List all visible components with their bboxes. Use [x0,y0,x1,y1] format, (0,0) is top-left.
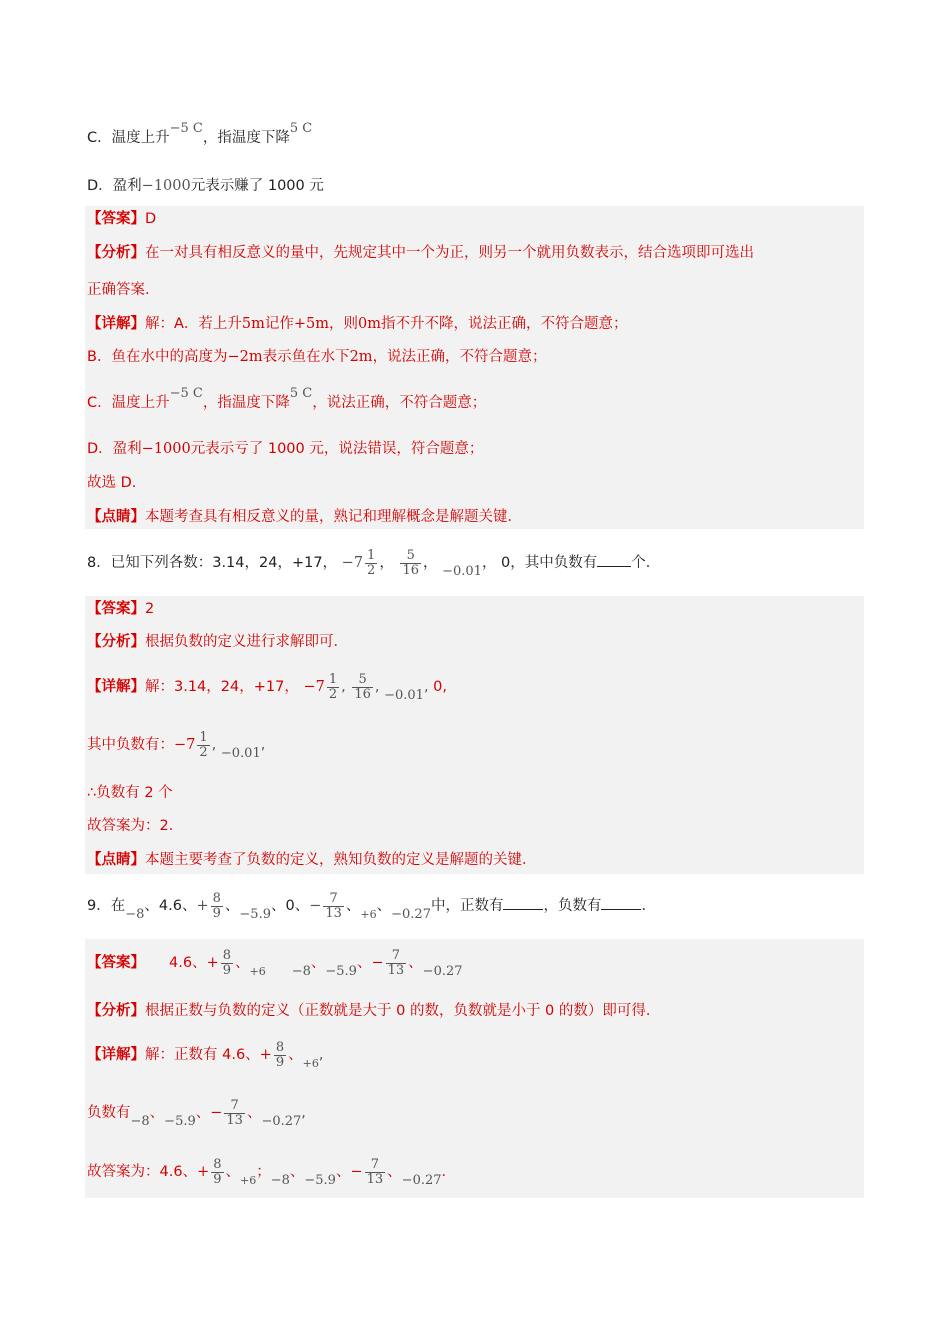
text: 、 [387,1164,402,1180]
fraction [197,731,209,760]
question-text: 个． [631,555,661,571]
q9-analysis [87,1001,660,1021]
math-value: 5m [241,316,265,332]
text: B．鱼在水中的高度为 [87,349,228,365]
math-value: −2m [227,349,263,365]
text: + [196,898,209,914]
text: ∴负数有 2 个 [87,785,173,801]
math-value: +6 [360,908,377,921]
text: + [259,1047,272,1063]
q9-detail-negative: 负数有−8、−5.9、− $\frac{7}{13}$ 、−0.27, [87,1097,306,1129]
math-value: −8 [291,964,311,979]
numerator: 8 [222,947,231,963]
math-value: −0.27 [422,964,463,979]
text: ，指温度下降 [202,130,290,146]
answer-tag: 【答案】 [87,955,145,971]
text: 、 [225,1164,240,1180]
text: 故答案为：4.6、 [87,1164,198,1180]
text: 、 [345,898,361,914]
q8-therefore [87,783,173,803]
numerator: 1 [199,729,208,745]
answer-value: 2 [145,601,155,617]
fraction [400,549,421,578]
denominator: 2 [328,686,338,702]
numerator: 5 [406,547,415,563]
numerator: 1 [328,671,338,687]
comment-text: 本题考查具有相反意义的量，熟记和理解概念是解题关键． [145,509,522,525]
text: 指不升不降，说法正确，不符合题意； [381,316,628,332]
text: ． [441,1164,457,1180]
denominator: 13 [226,1112,243,1128]
math-value: 5 C [289,386,313,401]
text: ，说法正确，不符合题意； [312,395,487,411]
math-value: +6 [240,1174,257,1187]
q8-answer [87,599,154,619]
text: ， [422,555,438,571]
math-value: −1000 [141,441,191,457]
numerator: 8 [212,890,221,906]
q7-comment [87,507,522,527]
q7-analysis-cont [87,280,160,300]
math-value: −0.01 [384,688,424,703]
fraction [386,949,407,978]
math-value: 5 C [289,121,313,136]
numerator: 8 [275,1039,285,1055]
math-value: −8 [125,907,145,922]
denominator: 13 [366,1171,384,1187]
numerator: 7 [391,947,401,963]
text: 、 [310,955,326,971]
text: ，指温度下降 [202,395,290,411]
math-value: −0.01 [220,746,261,761]
text: 、 [246,1105,262,1121]
denominator: 16 [402,562,419,578]
text: − [371,955,384,971]
q8-final [87,816,183,836]
text: 、 [376,898,392,914]
text: 、0、 [270,898,310,914]
denominator: 13 [325,905,342,921]
numerator: 7 [370,1156,380,1172]
analysis-tag: 【分析】 [87,634,145,650]
fraction [274,1041,286,1070]
numerator: 5 [358,671,367,687]
text: 、 [224,898,240,914]
fraction [323,892,344,921]
question-text: ． [641,898,656,914]
question-text: ，负数有 [543,898,602,914]
math-value: −5.9 [164,1114,196,1129]
text: 解：3.14，24，+17， [145,679,299,695]
comment-tag: 【点睛】 [87,509,145,525]
math-value: +5m [293,316,330,332]
analysis-text: 根据负数的定义进行求解即可． [145,634,348,650]
q7-option-d [87,176,324,196]
answer-blank [597,552,631,567]
math-value: −7 [341,555,364,571]
answer-value: D [145,211,157,227]
text: 其中负数有： [87,737,174,753]
text: 元表示亏了 1000 元，说法错误，符合题意； [190,441,484,457]
analysis-text: 正确答案． [87,282,160,298]
text: 、 [335,1164,351,1180]
text: ， [379,555,394,571]
math-value: −8 [130,1114,150,1129]
q7-detail-a [87,314,628,334]
text: + [206,955,219,971]
text: + [197,1164,210,1180]
denominator: 9 [212,905,221,921]
q9-final [87,1157,456,1188]
text: 、4.6、 [144,898,197,914]
math-value: −5.9 [325,964,357,979]
text: 、 [288,1047,303,1063]
math-value: −0.27 [391,907,431,922]
text: C．温度上升 [87,395,170,411]
q7-detail-b [87,347,547,367]
math-value: −0.27 [401,1173,442,1188]
q7-analysis [87,243,754,263]
question-text: 8．已知下列各数：3.14，24，+17， [87,555,338,571]
fraction [211,892,223,921]
denominator: 2 [199,744,208,760]
fraction [327,673,339,702]
question-text: 9．在 [87,898,126,914]
math-value: −8 [270,1173,290,1188]
math-value: −0.01 [442,564,482,579]
fraction [365,549,377,578]
fraction [211,1158,223,1187]
math-value: −7 [174,737,196,753]
math-value: +6 [249,965,266,978]
math-value: −5 C [169,386,203,401]
question-8 [87,548,660,579]
text: − [350,1164,363,1180]
fraction [221,949,233,978]
q8-detail: 【详解】解：3.14，24，+17， −7 $\frac{1}{2}$ , $\frac{5}{16}$ , −0.01, 0, [87,671,447,703]
text: 、 [149,1105,165,1121]
denominator: 2 [367,562,376,578]
math-value: +6 [302,1057,319,1070]
text: 表示鱼在水下 [262,349,350,365]
fraction [224,1099,245,1128]
answer-tag: 【答案】 [87,211,145,227]
analysis-tag: 【分析】 [87,1003,145,1019]
text: 4.6、 [169,955,207,971]
q7-choose [87,473,146,493]
question-9 [87,891,656,922]
text: 、 [408,955,423,971]
q9-detail-positive: 【详解】解：正数有 4.6、+ $\frac{8}{9}$ 、$_{+6}$, [87,1039,324,1070]
denominator: 9 [213,1171,222,1187]
text: 记作 [264,316,294,332]
denominator: 13 [387,962,405,978]
text: ，则 [329,316,359,332]
question-text: 中，正数有 [430,898,504,914]
text: 负数有 [87,1105,131,1121]
text: D．盈利 [87,178,142,194]
text: − [309,898,322,914]
math-value: 0m [358,316,382,332]
text: ，说法正确，不符合题意； [372,349,547,365]
q7-detail-d [87,439,483,459]
math-value: −5 C [169,121,203,136]
math-value: −7 [303,679,325,695]
text: D．盈利 [87,441,142,457]
q7-detail-c [87,386,487,414]
analysis-text: 在一对具有相反意义的量中，先规定其中一个为正，则另一个就用负数表示，结合选项即可选出 [145,245,754,261]
answer-blank-positive [503,895,543,910]
comment-tag: 【点睛】 [87,852,145,868]
text: 、 [289,1164,305,1180]
analysis-tag: 【分析】 [87,245,145,261]
math-value: −0.27 [261,1114,302,1129]
numerator: 1 [367,547,376,563]
fraction [352,673,373,702]
text: ， [481,555,497,571]
q9-answer [87,948,463,979]
math-value: −1000 [141,178,191,194]
numerator: 7 [329,890,338,906]
text: 、 [195,1105,211,1121]
final-answer: 故答案为：2． [87,818,184,834]
denominator: 9 [222,962,231,978]
math-value: 2m [349,349,373,365]
math-value: −5.9 [239,907,271,922]
text: − [210,1105,223,1121]
analysis-text: 根据正数与负数的定义（正数就是大于 0 的数，负数就是小于 0 的数）即可得． [145,1003,661,1019]
text: ； [256,1164,271,1180]
q7-answer [87,209,156,229]
text: 、 [235,955,250,971]
question-text: 0，其中负数有 [501,555,598,571]
numerator: 7 [230,1097,239,1113]
q8-negatives: 其中负数有：−7 $\frac{1}{2}$ , −0.01, [87,729,266,761]
q8-analysis [87,632,348,652]
answer-tag: 【答案】 [87,601,145,617]
detail-tag: 【详解】 [87,679,145,695]
detail-tag: 【详解】 [87,316,145,332]
text: 、 [356,955,372,971]
final-answer: 故选 D． [87,475,147,491]
q7-option-c [87,121,313,149]
numerator: 8 [213,1156,222,1172]
q8-comment [87,850,537,870]
denominator: 9 [275,1054,285,1070]
text: 0, [433,679,447,695]
text: 解：A．若上升 [145,316,242,332]
text: 解：正数有 4.6、 [145,1047,260,1063]
math-value: −5.9 [304,1173,336,1188]
denominator: 16 [354,686,371,702]
text: C．温度上升 [87,130,170,146]
text: 元表示赚了 1000 元 [190,178,324,194]
fraction [365,1158,386,1187]
comment-text: 本题主要考查了负数的定义，熟知负数的定义是解题的关键． [145,852,537,868]
detail-tag: 【详解】 [87,1047,145,1063]
answer-blank-negative [601,895,641,910]
